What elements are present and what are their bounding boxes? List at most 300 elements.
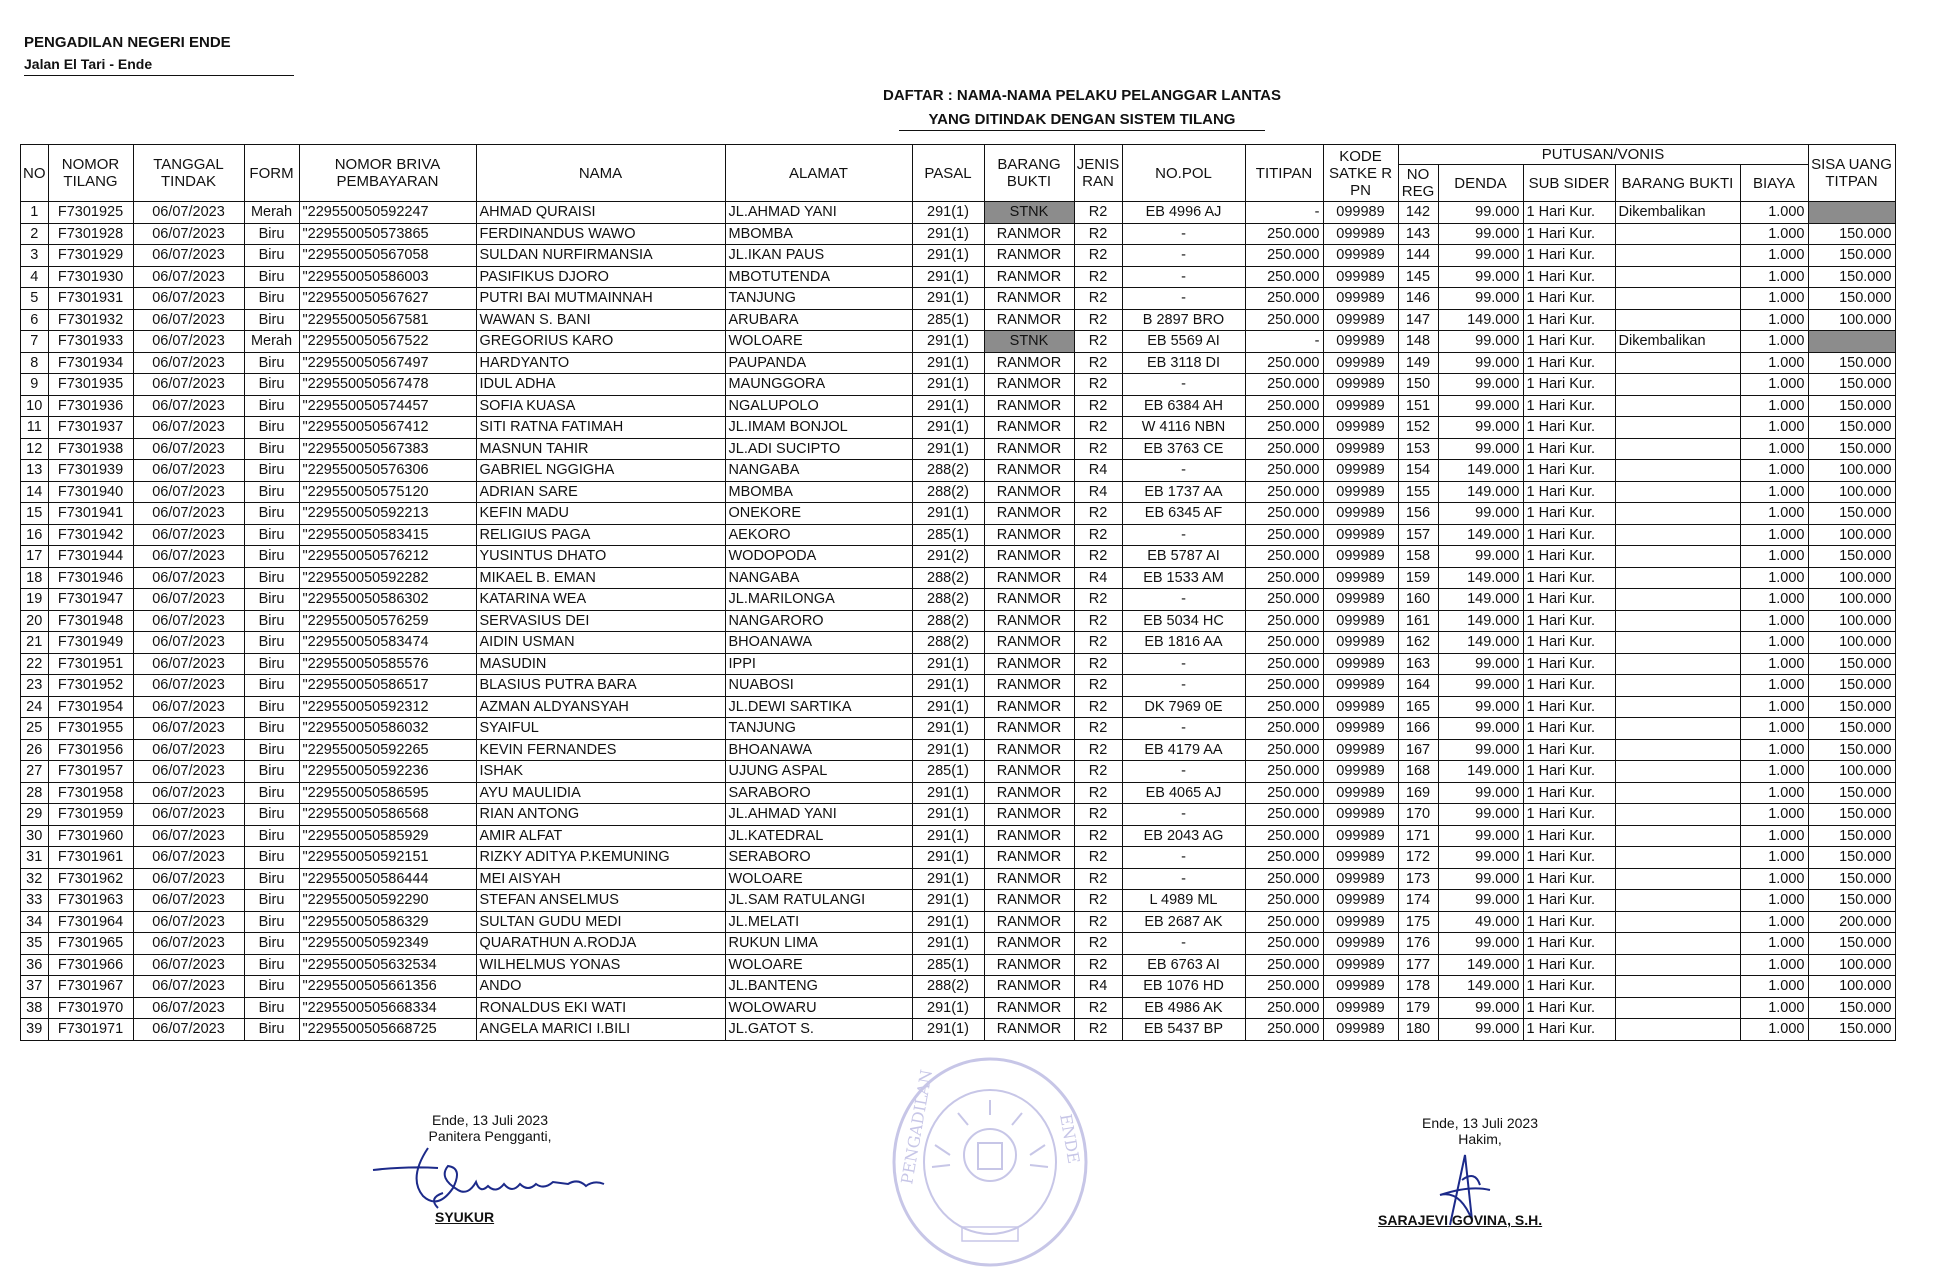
cell-tgl: 06/07/2023 — [133, 202, 244, 224]
table-row — [21, 503, 1896, 525]
cell-jenis: R2 — [1074, 653, 1122, 675]
cell-kode: 099989 — [1323, 331, 1398, 353]
cell-sisa: 100.000 — [1808, 309, 1895, 331]
cell-denda: 99.000 — [1438, 266, 1523, 288]
cell-reg: 160 — [1398, 589, 1438, 611]
cell-kode: 099989 — [1323, 718, 1398, 740]
cell-bb2 — [1615, 245, 1740, 267]
cell-denda: 99.000 — [1438, 331, 1523, 353]
cell-tgl: 06/07/2023 — [133, 245, 244, 267]
cell-tilang: F7301957 — [48, 761, 133, 783]
cell-alamat: ONEKORE — [725, 503, 912, 525]
cell-briva: "229550050576259 — [299, 610, 476, 632]
cell-sisa: 100.000 — [1808, 610, 1895, 632]
cell-nopol: - — [1122, 653, 1245, 675]
cell-nama: SULTAN GUDU MEDI — [476, 911, 725, 933]
cell-sisa: 150.000 — [1808, 223, 1895, 245]
cell-reg: 146 — [1398, 288, 1438, 310]
cell-form: Biru — [244, 546, 299, 568]
cell-tgl: 06/07/2023 — [133, 739, 244, 761]
table-row — [21, 460, 1896, 482]
cell-kode: 099989 — [1323, 266, 1398, 288]
cell-biaya: 1.000 — [1740, 718, 1808, 740]
cell-no: 10 — [21, 395, 49, 417]
cell-reg: 159 — [1398, 567, 1438, 589]
col-barang-bukti: BARANG BUKTI — [984, 145, 1074, 202]
left-signature-icon — [368, 1138, 618, 1218]
cell-pasal: 288(2) — [912, 460, 984, 482]
cell-kode: 099989 — [1323, 460, 1398, 482]
cell-biaya: 1.000 — [1740, 997, 1808, 1019]
cell-tgl: 06/07/2023 — [133, 718, 244, 740]
cell-form: Biru — [244, 696, 299, 718]
cell-form: Biru — [244, 395, 299, 417]
cell-alamat: WOLOWARU — [725, 997, 912, 1019]
cell-no: 39 — [21, 1019, 49, 1041]
cell-briva: "229550050567412 — [299, 417, 476, 439]
cell-jenis: R2 — [1074, 374, 1122, 396]
col-kode-satker: KODE SATKE R PN — [1323, 145, 1398, 202]
cell-bb2 — [1615, 933, 1740, 955]
cell-biaya: 1.000 — [1740, 933, 1808, 955]
cell-bb: RANMOR — [984, 352, 1074, 374]
cell-jenis: R2 — [1074, 438, 1122, 460]
cell-nopol: W 4116 NBN — [1122, 417, 1245, 439]
cell-tilang: F7301941 — [48, 503, 133, 525]
cell-form: Biru — [244, 933, 299, 955]
cell-form: Biru — [244, 739, 299, 761]
cell-tilang: F7301963 — [48, 890, 133, 912]
cell-titipan: - — [1245, 331, 1323, 353]
cell-bb2 — [1615, 761, 1740, 783]
cell-no: 34 — [21, 911, 49, 933]
cell-no: 22 — [21, 653, 49, 675]
cell-jenis: R2 — [1074, 911, 1122, 933]
cell-nopol: - — [1122, 460, 1245, 482]
right-signature-block — [1380, 1115, 1580, 1147]
cell-tilang: F7301949 — [48, 632, 133, 654]
cell-bb: RANMOR — [984, 309, 1074, 331]
right-role: Hakim, — [1458, 1131, 1502, 1147]
cell-alamat: SERABORO — [725, 847, 912, 869]
cell-titipan: 250.000 — [1245, 976, 1323, 998]
cell-titipan: 250.000 — [1245, 503, 1323, 525]
cell-nopol: L 4989 ML — [1122, 890, 1245, 912]
cell-nama: AIDIN USMAN — [476, 632, 725, 654]
cell-sub: 1 Hari Kur. — [1523, 288, 1615, 310]
table-row — [21, 610, 1896, 632]
cell-sub: 1 Hari Kur. — [1523, 954, 1615, 976]
cell-nama: RONALDUS EKI WATI — [476, 997, 725, 1019]
cell-sub: 1 Hari Kur. — [1523, 546, 1615, 568]
cell-reg: 157 — [1398, 524, 1438, 546]
cell-alamat: BHOANAWA — [725, 632, 912, 654]
cell-no: 15 — [21, 503, 49, 525]
cell-titipan: 250.000 — [1245, 395, 1323, 417]
cell-bb: RANMOR — [984, 976, 1074, 998]
table-row — [21, 632, 1896, 654]
cell-reg: 172 — [1398, 847, 1438, 869]
cell-reg: 142 — [1398, 202, 1438, 224]
cell-alamat: WOLOARE — [725, 331, 912, 353]
cell-nopol: EB 6384 AH — [1122, 395, 1245, 417]
cell-kode: 099989 — [1323, 739, 1398, 761]
cell-reg: 143 — [1398, 223, 1438, 245]
cell-no: 1 — [21, 202, 49, 224]
cell-no: 9 — [21, 374, 49, 396]
cell-denda: 99.000 — [1438, 202, 1523, 224]
cell-bb2 — [1615, 696, 1740, 718]
col-tanggal-tindak: TANGGAL TINDAK — [133, 145, 244, 202]
cell-biaya: 1.000 — [1740, 739, 1808, 761]
cell-reg: 180 — [1398, 1019, 1438, 1041]
cell-titipan: 250.000 — [1245, 632, 1323, 654]
cell-nama: KATARINA WEA — [476, 589, 725, 611]
cell-nama: STEFAN ANSELMUS — [476, 890, 725, 912]
cell-bb: RANMOR — [984, 696, 1074, 718]
cell-sisa: 150.000 — [1808, 288, 1895, 310]
cell-jenis: R2 — [1074, 632, 1122, 654]
cell-biaya: 1.000 — [1740, 288, 1808, 310]
cell-nopol: - — [1122, 223, 1245, 245]
cell-alamat: ARUBARA — [725, 309, 912, 331]
cell-alamat: JL.MARILONGA — [725, 589, 912, 611]
cell-sisa: 150.000 — [1808, 266, 1895, 288]
table-row — [21, 266, 1896, 288]
cell-nopol: EB 6345 AF — [1122, 503, 1245, 525]
cell-sisa: 150.000 — [1808, 417, 1895, 439]
cell-tgl: 06/07/2023 — [133, 954, 244, 976]
table-row — [21, 567, 1896, 589]
cell-nama: SOFIA KUASA — [476, 395, 725, 417]
document-subtitle — [0, 111, 1944, 128]
cell-bb: RANMOR — [984, 395, 1074, 417]
cell-briva: "229550050586595 — [299, 782, 476, 804]
cell-denda: 149.000 — [1438, 954, 1523, 976]
cell-alamat: TANJUNG — [725, 718, 912, 740]
cell-biaya: 1.000 — [1740, 954, 1808, 976]
cell-nama: RIZKY ADITYA P.KEMUNING — [476, 847, 725, 869]
cell-denda: 99.000 — [1438, 739, 1523, 761]
cell-reg: 162 — [1398, 632, 1438, 654]
cell-alamat: WODOPODA — [725, 546, 912, 568]
cell-kode: 099989 — [1323, 417, 1398, 439]
cell-jenis: R2 — [1074, 868, 1122, 890]
cell-pasal: 291(1) — [912, 1019, 984, 1041]
cell-sisa: 100.000 — [1808, 761, 1895, 783]
cell-tilang: F7301952 — [48, 675, 133, 697]
cell-bb2 — [1615, 739, 1740, 761]
cell-denda: 99.000 — [1438, 782, 1523, 804]
cell-nopol: - — [1122, 847, 1245, 869]
left-place-date: Ende, 13 Juli 2023 — [432, 1112, 548, 1128]
cell-kode: 099989 — [1323, 761, 1398, 783]
cell-sisa: 100.000 — [1808, 954, 1895, 976]
cell-nama: AZMAN ALDYANSYAH — [476, 696, 725, 718]
cell-sub: 1 Hari Kur. — [1523, 524, 1615, 546]
cell-nopol: - — [1122, 524, 1245, 546]
cell-bb: RANMOR — [984, 546, 1074, 568]
cell-nopol: - — [1122, 868, 1245, 890]
cell-bb: RANMOR — [984, 632, 1074, 654]
cell-kode: 099989 — [1323, 911, 1398, 933]
cell-sub: 1 Hari Kur. — [1523, 567, 1615, 589]
cell-sub: 1 Hari Kur. — [1523, 739, 1615, 761]
cell-reg: 148 — [1398, 331, 1438, 353]
cell-sisa: 150.000 — [1808, 503, 1895, 525]
cell-kode: 099989 — [1323, 976, 1398, 998]
cell-denda: 149.000 — [1438, 524, 1523, 546]
cell-jenis: R2 — [1074, 696, 1122, 718]
cell-denda: 99.000 — [1438, 503, 1523, 525]
table-row — [21, 675, 1896, 697]
cell-sub: 1 Hari Kur. — [1523, 1019, 1615, 1041]
cell-tilang: F7301936 — [48, 395, 133, 417]
cell-jenis: R2 — [1074, 524, 1122, 546]
cell-nama: MIKAEL B. EMAN — [476, 567, 725, 589]
cell-nama: SITI RATNA FATIMAH — [476, 417, 725, 439]
cell-nama: ANGELA MARICI I.BILI — [476, 1019, 725, 1041]
cell-nama: BLASIUS PUTRA BARA — [476, 675, 725, 697]
col-denda: DENDA — [1438, 165, 1523, 202]
cell-bb2 — [1615, 610, 1740, 632]
cell-kode: 099989 — [1323, 933, 1398, 955]
cell-briva: "229550050586302 — [299, 589, 476, 611]
cell-sisa: 150.000 — [1808, 868, 1895, 890]
cell-form: Biru — [244, 761, 299, 783]
court-address: Jalan El Tari - Ende — [24, 56, 294, 76]
col-nomor-tilang: NOMOR TILANG — [48, 145, 133, 202]
cell-briva: "229550050583474 — [299, 632, 476, 654]
cell-jenis: R2 — [1074, 825, 1122, 847]
cell-bb2 — [1615, 782, 1740, 804]
cell-denda: 99.000 — [1438, 1019, 1523, 1041]
cell-reg: 153 — [1398, 438, 1438, 460]
cell-tgl: 06/07/2023 — [133, 890, 244, 912]
cell-jenis: R2 — [1074, 739, 1122, 761]
cell-bb2 — [1615, 438, 1740, 460]
cell-jenis: R2 — [1074, 245, 1122, 267]
cell-biaya: 1.000 — [1740, 460, 1808, 482]
cell-bb: RANMOR — [984, 847, 1074, 869]
cell-denda: 149.000 — [1438, 632, 1523, 654]
cell-sisa: 150.000 — [1808, 696, 1895, 718]
cell-kode: 099989 — [1323, 782, 1398, 804]
cell-alamat: JL.KATEDRAL — [725, 825, 912, 847]
cell-titipan: 250.000 — [1245, 288, 1323, 310]
cell-nama: AHMAD QURAISI — [476, 202, 725, 224]
cell-briva: "229550050585576 — [299, 653, 476, 675]
cell-bb: RANMOR — [984, 653, 1074, 675]
cell-briva: "229550050586517 — [299, 675, 476, 697]
cell-tgl: 06/07/2023 — [133, 309, 244, 331]
cell-alamat: BHOANAWA — [725, 739, 912, 761]
cell-denda: 99.000 — [1438, 868, 1523, 890]
cell-form: Biru — [244, 610, 299, 632]
cell-biaya: 1.000 — [1740, 481, 1808, 503]
cell-tgl: 06/07/2023 — [133, 976, 244, 998]
cell-titipan: 250.000 — [1245, 804, 1323, 826]
cell-nopol: EB 2687 AK — [1122, 911, 1245, 933]
cell-tilang: F7301958 — [48, 782, 133, 804]
cell-sub: 1 Hari Kur. — [1523, 997, 1615, 1019]
cell-pasal: 291(1) — [912, 933, 984, 955]
cell-no: 23 — [21, 675, 49, 697]
cell-jenis: R2 — [1074, 1019, 1122, 1041]
table-row — [21, 718, 1896, 740]
cell-bb2 — [1615, 567, 1740, 589]
table-row — [21, 739, 1896, 761]
cell-tgl: 06/07/2023 — [133, 503, 244, 525]
cell-bb: RANMOR — [984, 954, 1074, 976]
cell-sub: 1 Hari Kur. — [1523, 675, 1615, 697]
cell-tgl: 06/07/2023 — [133, 395, 244, 417]
cell-sub: 1 Hari Kur. — [1523, 976, 1615, 998]
cell-titipan: 250.000 — [1245, 223, 1323, 245]
cell-alamat: NANGABA — [725, 460, 912, 482]
violators-table — [20, 144, 1896, 1041]
cell-form: Biru — [244, 567, 299, 589]
col-nopol: NO.POL — [1122, 145, 1245, 202]
cell-tilang: F7301930 — [48, 266, 133, 288]
cell-bb: RANMOR — [984, 782, 1074, 804]
cell-nopol: EB 4996 AJ — [1122, 202, 1245, 224]
cell-sub: 1 Hari Kur. — [1523, 868, 1615, 890]
cell-titipan: 250.000 — [1245, 417, 1323, 439]
cell-reg: 151 — [1398, 395, 1438, 417]
cell-tilang: F7301939 — [48, 460, 133, 482]
cell-bb2 — [1615, 546, 1740, 568]
cell-alamat: MBOMBA — [725, 481, 912, 503]
cell-sisa: 100.000 — [1808, 632, 1895, 654]
cell-no: 3 — [21, 245, 49, 267]
cell-no: 38 — [21, 997, 49, 1019]
cell-jenis: R2 — [1074, 782, 1122, 804]
col-nama: NAMA — [476, 145, 725, 202]
table-row — [21, 589, 1896, 611]
cell-form: Biru — [244, 481, 299, 503]
cell-reg: 154 — [1398, 460, 1438, 482]
cell-bb2 — [1615, 890, 1740, 912]
col-sub-sider: SUB SIDER — [1523, 165, 1615, 202]
cell-sub: 1 Hari Kur. — [1523, 309, 1615, 331]
cell-form: Biru — [244, 1019, 299, 1041]
cell-nopol: EB 4065 AJ — [1122, 782, 1245, 804]
cell-sisa — [1808, 202, 1895, 224]
cell-briva: "229550050592213 — [299, 503, 476, 525]
cell-sub: 1 Hari Kur. — [1523, 890, 1615, 912]
cell-nopol: EB 5034 HC — [1122, 610, 1245, 632]
cell-no: 24 — [21, 696, 49, 718]
cell-bb2 — [1615, 460, 1740, 482]
col-barang-bukti-putusan: BARANG BUKTI — [1615, 165, 1740, 202]
cell-kode: 099989 — [1323, 374, 1398, 396]
cell-jenis: R2 — [1074, 954, 1122, 976]
cell-reg: 164 — [1398, 675, 1438, 697]
cell-briva: "229550050567383 — [299, 438, 476, 460]
cell-denda: 149.000 — [1438, 309, 1523, 331]
cell-nopol: B 2897 BRO — [1122, 309, 1245, 331]
table-row — [21, 245, 1896, 267]
cell-tilang: F7301967 — [48, 976, 133, 998]
cell-pasal: 291(1) — [912, 395, 984, 417]
right-place-date: Ende, 13 Juli 2023 — [1422, 1115, 1538, 1131]
cell-tilang: F7301933 — [48, 331, 133, 353]
cell-briva: "229550050586032 — [299, 718, 476, 740]
cell-denda: 99.000 — [1438, 245, 1523, 267]
cell-nama: WAWAN S. BANI — [476, 309, 725, 331]
cell-bb: RANMOR — [984, 266, 1074, 288]
cell-tgl: 06/07/2023 — [133, 546, 244, 568]
cell-nopol: EB 6763 AI — [1122, 954, 1245, 976]
cell-reg: 173 — [1398, 868, 1438, 890]
cell-sisa: 150.000 — [1808, 675, 1895, 697]
cell-nopol: - — [1122, 804, 1245, 826]
cell-biaya: 1.000 — [1740, 610, 1808, 632]
cell-nopol: - — [1122, 288, 1245, 310]
cell-tgl: 06/07/2023 — [133, 331, 244, 353]
court-name: PENGADILAN NEGERI ENDE — [24, 34, 231, 51]
cell-no: 33 — [21, 890, 49, 912]
cell-nopol: EB 3763 CE — [1122, 438, 1245, 460]
cell-kode: 099989 — [1323, 524, 1398, 546]
cell-no: 8 — [21, 352, 49, 374]
cell-reg: 163 — [1398, 653, 1438, 675]
cell-alamat: NUABOSI — [725, 675, 912, 697]
cell-tgl: 06/07/2023 — [133, 761, 244, 783]
cell-tilang: F7301932 — [48, 309, 133, 331]
cell-no: 20 — [21, 610, 49, 632]
cell-jenis: R2 — [1074, 352, 1122, 374]
cell-alamat: JL.IMAM BONJOL — [725, 417, 912, 439]
cell-tgl: 06/07/2023 — [133, 847, 244, 869]
cell-nama: MEI AISYAH — [476, 868, 725, 890]
cell-kode: 099989 — [1323, 288, 1398, 310]
cell-form: Biru — [244, 460, 299, 482]
cell-tgl: 06/07/2023 — [133, 438, 244, 460]
cell-briva: "229550050567478 — [299, 374, 476, 396]
table-row — [21, 976, 1896, 998]
cell-no: 27 — [21, 761, 49, 783]
cell-no: 11 — [21, 417, 49, 439]
cell-bb2 — [1615, 911, 1740, 933]
right-signer-name: SARAJEVI GOVINA, S.H. — [1378, 1212, 1543, 1228]
cell-tilang: F7301966 — [48, 954, 133, 976]
table-row — [21, 954, 1896, 976]
cell-bb: RANMOR — [984, 1019, 1074, 1041]
cell-biaya: 1.000 — [1740, 761, 1808, 783]
cell-sub: 1 Hari Kur. — [1523, 374, 1615, 396]
cell-form: Biru — [244, 503, 299, 525]
cell-form: Merah — [244, 202, 299, 224]
cell-tgl: 06/07/2023 — [133, 481, 244, 503]
cell-nopol: EB 5437 BP — [1122, 1019, 1245, 1041]
col-alamat: ALAMAT — [725, 145, 912, 202]
cell-bb: RANMOR — [984, 417, 1074, 439]
cell-briva: "229550050586568 — [299, 804, 476, 826]
cell-nopol: - — [1122, 589, 1245, 611]
cell-titipan: 250.000 — [1245, 589, 1323, 611]
cell-bb2 — [1615, 675, 1740, 697]
cell-alamat: IPPI — [725, 653, 912, 675]
cell-form: Biru — [244, 675, 299, 697]
cell-nama: SULDAN NURFIRMANSIA — [476, 245, 725, 267]
cell-tgl: 06/07/2023 — [133, 610, 244, 632]
cell-nama: MASUDIN — [476, 653, 725, 675]
cell-denda: 99.000 — [1438, 288, 1523, 310]
cell-biaya: 1.000 — [1740, 524, 1808, 546]
cell-pasal: 291(1) — [912, 438, 984, 460]
